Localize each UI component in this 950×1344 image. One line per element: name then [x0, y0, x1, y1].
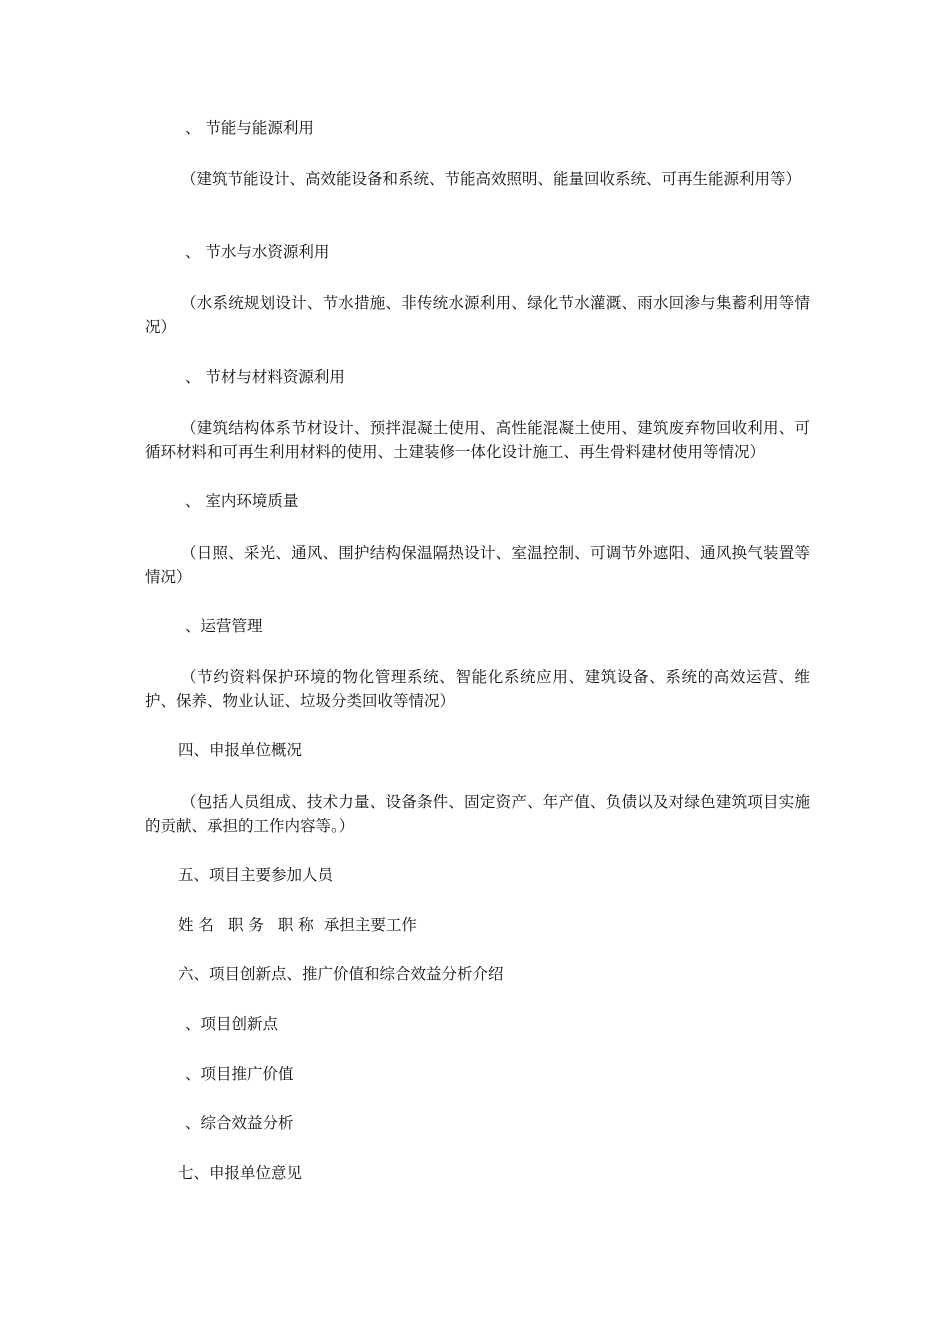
section-heading-operations: 、运营管理 [185, 617, 263, 635]
subheading-benefit-analysis: 、综合效益分析 [185, 1114, 294, 1132]
heading-innovation: 六、项目创新点、推广价值和综合效益分析介绍 [178, 965, 504, 983]
section-heading-energy: 、 节能与能源利用 [185, 119, 314, 137]
col-work: 承担主要工作 [323, 916, 417, 934]
section-desc-operations: （节约资料保护环境的物化管理系统、智能化系统应用、建筑设备、系统的高效运营、维护、保养、物业认证、垃圾分类回收等情况） [145, 668, 810, 710]
subheading-promotion-value: 、项目推广价值 [185, 1065, 294, 1083]
heading-applicant-opinion: 七、申报单位意见 [178, 1164, 303, 1182]
section-heading-water: 、 节水与水资源利用 [185, 243, 330, 261]
heading-applicant-overview: 四、申报单位概况 [178, 741, 303, 759]
subheading-innovation-points: 、项目创新点 [185, 1015, 279, 1033]
col-duty: 职 务 [227, 916, 264, 934]
section-desc-water: （水系统规划设计、节水措施、非传统水源利用、绿化节水灌溉、雨水回渗与集蓄利用等情况） [145, 294, 810, 336]
heading-participants: 五、项目主要参加人员 [178, 866, 334, 884]
section-desc-energy: （建筑节能设计、高效能设备和系统、节能高效照明、能量回收系统、可再生能源利用等） [181, 170, 802, 188]
col-rank: 职 称 [277, 916, 314, 934]
section-desc-indoor: （日照、采光、通风、围护结构保温隔热设计、室温控制、可调节外遮阳、通风换气装置等情况） [145, 544, 810, 586]
participants-table-header [178, 915, 417, 935]
section-heading-materials: 、 节材与材料资源利用 [185, 368, 345, 386]
col-name: 姓 名 [178, 916, 214, 934]
applicant-overview-desc: （包括人员组成、技术力量、设备条件、固定资产、年产值、负债以及对绿色建筑项目实施的贡献、承担的工作内容等。） [145, 793, 810, 835]
section-desc-materials: （建筑结构体系节材设计、预拌混凝土使用、高性能混凝土使用、建筑废弃物回收利用、可循环材料和可再生利用材料的使用、土建装修一体化设计施工、再生骨料建材使用等情况） [145, 419, 810, 461]
section-heading-indoor: 、 室内环境质量 [185, 492, 299, 510]
